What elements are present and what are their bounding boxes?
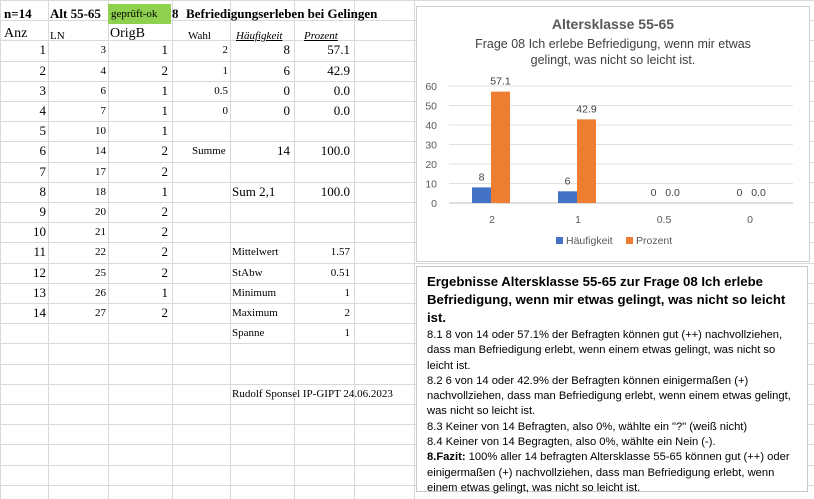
legend-swatch-haeufigkeit [556,237,563,244]
legend-swatch-prozent [626,237,633,244]
n-count[interactable]: n=14 [4,6,32,21]
cell-anz[interactable]: 4 [39,103,46,118]
cell-prozent[interactable]: 0.0 [333,83,350,98]
col-wahl[interactable]: Wahl [188,30,211,42]
cell-origb[interactable]: 1 [161,83,168,98]
stat-value[interactable]: 1.57 [330,246,350,258]
result-heading: Ergebnisse Altersklasse 55-65 zur Frage 08 Ich erlebe Befriedigung, wenn mir etwas gelingt, was nicht so leicht ist. [427,274,786,325]
col-haeufigkeit[interactable]: Häufigkeit [236,30,283,42]
cell-origb[interactable]: 1 [161,42,168,57]
cell-origb[interactable]: 2 [161,164,168,179]
result-paragraph-1: 8.1 8 von 14 oder 57.1% der Befragten können gut (++) nachvollziehen, dass man Befriedigung erlebt, wenn einem etwas gelingt, was nicht so leicht ist. [427,329,783,372]
stat-value[interactable]: 0.51 [330,267,350,279]
cell-ln[interactable]: 20 [95,206,106,218]
cell-prozent[interactable]: 0.0 [333,103,350,118]
data-label: 0.0 [665,187,680,199]
cell-wahl[interactable]: 0.5 [214,85,228,97]
item-number[interactable]: 8 [172,6,179,21]
cell-origb[interactable]: 2 [161,224,168,239]
y-tick-label: 60 [425,81,437,93]
cell-origb[interactable]: 2 [161,265,168,280]
bar-haeufigkeit [558,191,577,203]
cell-wahl[interactable]: 2 [222,44,228,56]
cell-origb[interactable]: 2 [161,143,168,158]
cell-anz[interactable]: 9 [39,204,46,219]
bar-haeufigkeit [472,187,491,203]
y-tick-label: 10 [425,178,437,191]
cell-ln[interactable]: 25 [95,267,106,279]
result-textbox[interactable] [416,266,808,492]
stat-label[interactable]: Spanne [232,327,265,339]
y-tick-label: 40 [425,120,437,132]
bar-chart[interactable] [416,6,810,262]
result-paragraph-3: 8.3 Keiner von 14 Befragten, also 0%, wählte ein "?" (weiß nicht) [427,420,748,433]
cell-haeufigkeit[interactable]: 0 [283,83,290,98]
cell-ln[interactable]: 10 [95,125,106,137]
result-fazit [427,450,797,496]
col-prozent[interactable]: Prozent [304,30,338,42]
legend-label-haeufigkeit: Häufigkeit [566,235,613,247]
cell-origb[interactable]: 2 [161,204,168,219]
cell-ln[interactable]: 22 [95,246,106,258]
cell-origb[interactable]: 1 [161,123,168,138]
stat-value[interactable]: 1 [344,287,350,299]
data-label: 8 [478,171,485,184]
fazit-text: 100% aller 14 befragten Altersklasse 55-65 können gut (++) oder einigermaßen (+) nachvollziehen, dass man Befriedigung erlebt, wenn einem etwas gelingt, was nicht so leicht ist. [427,451,790,494]
cell-haeufigkeit[interactable]: 6 [283,63,290,78]
data-label: 0 [736,187,743,199]
y-tick-label: 20 [425,159,437,171]
author-credit[interactable]: Rudolf Sponsel IP-GIPT 24.06.2023 [232,388,393,400]
cell-anz[interactable]: 12 [33,265,46,280]
x-tick-label: 0 [747,214,753,226]
x-tick-label: 1 [575,214,581,226]
cell-ln[interactable]: 14 [95,145,106,157]
stat-label[interactable]: Mittelwert [232,246,279,258]
legend-label-prozent: Prozent [636,235,673,247]
cell-origb[interactable]: 1 [161,285,168,300]
col-ln[interactable]: LN [50,30,65,42]
bar-prozent [491,92,510,203]
cell-ln[interactable]: 7 [100,105,106,117]
chart-subtitle-line: Frage 08 Ich erlebe Befriedigung, wenn mir etwas [475,37,751,51]
cell-anz[interactable]: 14 [33,305,46,320]
cell-anz[interactable]: 8 [39,184,46,199]
cell-prozent[interactable]: 42.9 [327,63,350,78]
cell-anz[interactable]: 6 [39,143,46,158]
cell-anz[interactable]: 3 [39,83,46,98]
chart-canvas [417,7,809,261]
stat-label[interactable]: StAbw [232,267,263,279]
col-anz[interactable]: Anz [4,26,28,41]
data-label: 57.1 [490,75,511,88]
cell-anz[interactable]: 11 [33,244,46,259]
cell-ln[interactable]: 26 [95,287,106,299]
cell-origb[interactable]: 2 [161,305,168,320]
cell-anz[interactable]: 1 [39,42,46,57]
result-paragraph-4: 8.4 Keiner von 14 Begragten, also 0%, wählte ein Nein (-). [427,436,716,449]
data-label: 6 [564,175,571,188]
stat-value[interactable]: 1 [344,327,350,339]
cell-ln[interactable]: 3 [100,44,106,56]
sum21-prozent[interactable]: 100.0 [320,184,350,199]
summe-label[interactable]: Summe [192,145,226,157]
fazit-label: 8.Fazit: [427,451,466,464]
stat-label[interactable]: Maximum [232,307,278,319]
bar-prozent [577,119,596,203]
sum21-label[interactable]: Sum 2,1 [232,184,276,199]
chart-title: Altersklasse 55-65 [551,16,675,32]
data-label: 0 [650,187,657,199]
cell-origb[interactable]: 1 [161,103,168,118]
stat-label[interactable]: Minimum [232,287,277,299]
cell-ln[interactable]: 17 [95,166,106,178]
data-label: 42.9 [576,103,597,116]
summe-haeufigkeit[interactable]: 14 [277,143,290,158]
cell-origb[interactable]: 2 [161,244,168,259]
cell-ln[interactable]: 6 [100,85,106,97]
stat-value[interactable]: 2 [344,307,350,319]
cell-ln[interactable]: 27 [95,307,106,319]
x-tick-label: 2 [489,214,495,226]
summe-prozent[interactable]: 100.0 [320,143,350,158]
y-tick-label: 30 [425,139,437,152]
cell-haeufigkeit[interactable]: 8 [283,42,290,57]
cell-anz[interactable]: 7 [39,164,46,179]
age-group[interactable]: Alt 55-65 [50,6,101,21]
cell-ln[interactable]: 21 [95,226,106,238]
data-label: 0.0 [751,187,766,199]
cell-origb[interactable]: 2 [161,63,168,78]
y-tick-label: 50 [425,100,437,113]
cell-prozent[interactable]: 57.1 [327,42,350,57]
cell-anz[interactable]: 10 [33,224,46,239]
cell-anz[interactable]: 5 [39,123,46,138]
cell-ln[interactable]: 18 [95,186,106,198]
item-title[interactable]: Befriedigungserleben bei Gelingen [186,6,378,21]
cell-ln[interactable]: 4 [100,65,106,77]
col-origb[interactable]: OrigB [110,26,145,41]
x-tick-label: 0.5 [656,214,672,226]
cell-anz[interactable]: 13 [33,285,46,300]
cell-origb[interactable]: 1 [161,184,168,199]
cell-wahl[interactable]: 0 [222,105,228,117]
checked-badge[interactable]: geprüft-ok [108,4,171,24]
y-tick-label: 0 [431,198,437,210]
cell-wahl[interactable]: 1 [222,65,228,77]
cell-haeufigkeit[interactable]: 0 [283,103,290,118]
chart-subtitle-line: gelingt, was nicht so leicht ist. [530,53,696,67]
result-paragraph-2: 8.2 6 von 14 oder 42.9% der Befragten können einigermaßen (+) nachvollziehen, dass man Befriedigung erlebt, wenn einem etwas gelingt, was nicht so leicht ist. [427,374,791,418]
cell-anz[interactable]: 2 [39,63,46,78]
